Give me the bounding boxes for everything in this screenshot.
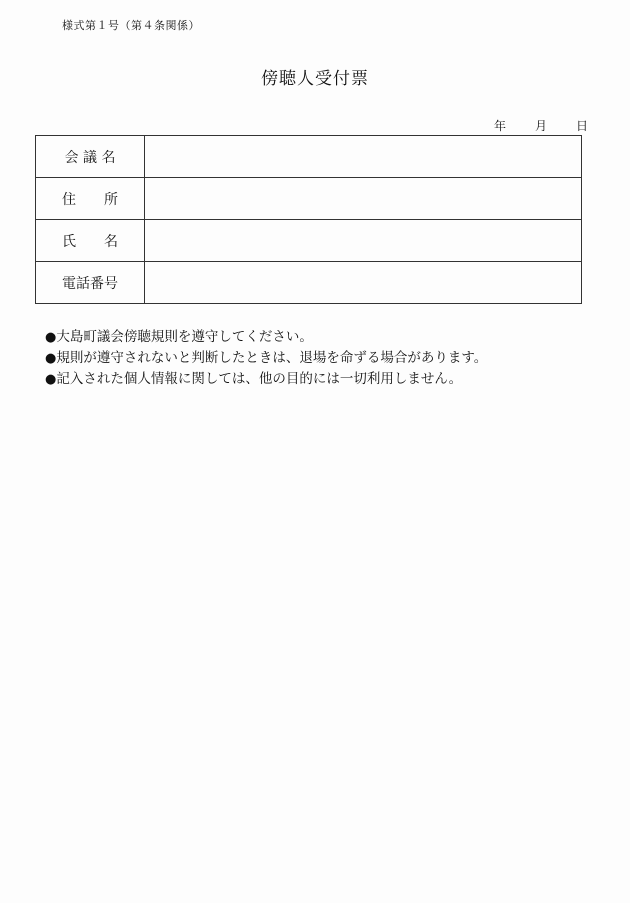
reception-form-table bbox=[35, 135, 582, 304]
phone-number-field[interactable] bbox=[145, 262, 582, 304]
table-row bbox=[36, 220, 582, 262]
list-item bbox=[45, 327, 487, 348]
meeting-name-label: 会 議 名 bbox=[36, 136, 145, 178]
table-row bbox=[36, 136, 582, 178]
note-text: 大島町議会傍聴規則を遵守してください。 bbox=[56, 329, 313, 345]
table-row bbox=[36, 262, 582, 304]
date-day-label: 日 bbox=[576, 119, 589, 133]
phone-number-label: 電話番号 bbox=[36, 262, 145, 304]
note-text: 記入された個人情報に関しては、他の目的には一切利用しません。 bbox=[56, 371, 463, 387]
address-field[interactable] bbox=[145, 178, 582, 220]
address-label: 住 所 bbox=[36, 178, 145, 220]
date-year-label: 年 bbox=[494, 119, 507, 133]
name-field[interactable] bbox=[145, 220, 582, 262]
date-month-label: 月 bbox=[535, 119, 548, 133]
name-label: 氏 名 bbox=[36, 220, 145, 262]
notes-list bbox=[45, 327, 487, 390]
list-item bbox=[45, 369, 487, 390]
list-item bbox=[45, 348, 487, 369]
meeting-name-field[interactable] bbox=[145, 136, 582, 178]
table-row bbox=[36, 178, 582, 220]
note-text: 規則が遵守されないと判断したときは、退場を命ずる場合があります。 bbox=[56, 350, 488, 366]
bullet-icon: ● bbox=[45, 351, 57, 366]
bullet-icon: ● bbox=[45, 330, 57, 345]
bullet-icon: ● bbox=[45, 372, 57, 387]
form-number: 様式第１号（第４条関係） bbox=[62, 19, 200, 32]
date-line bbox=[488, 117, 588, 133]
page-title: 傍聴人受付票 bbox=[261, 69, 369, 89]
